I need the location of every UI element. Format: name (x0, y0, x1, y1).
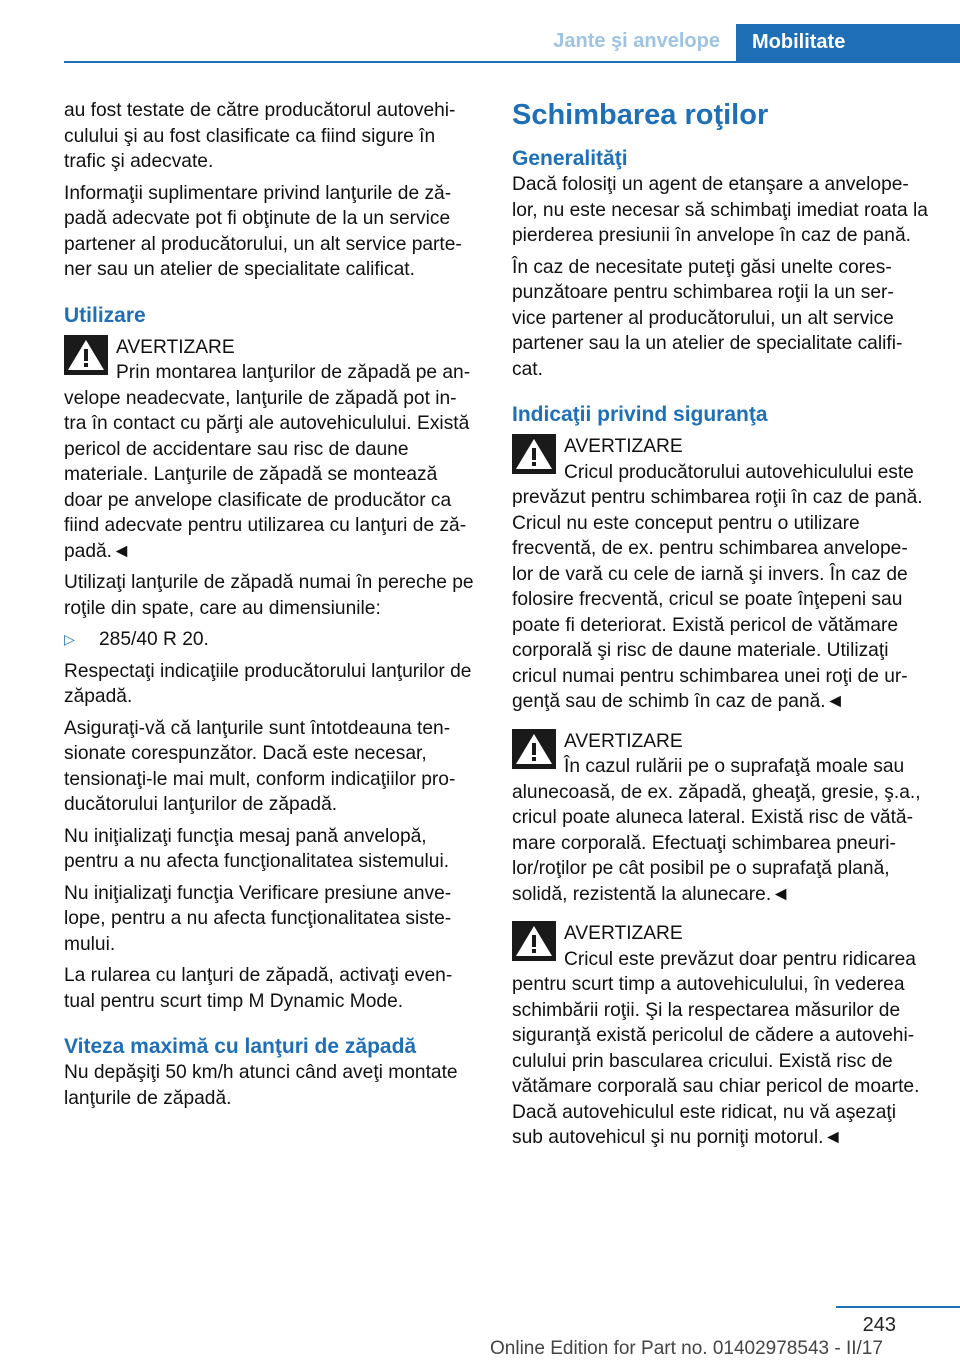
warning-block (512, 729, 928, 908)
paragraph: Informaţii suplimentare privind lanţurile de ză‐ padă adecvate pot fi obţinute de la un service partener al producătorului, un alt service parte‐ ner sau un atelier de specialitate calificat. (64, 182, 462, 280)
heading-safety: Indicaţii privind siguranţa (512, 403, 768, 426)
paragraph: au fost testate de către producătorul autovehi‐ culului şi au fost clasificate ca fiind sigure în trafic şi adecvate. (64, 100, 456, 172)
warning-title: AVERTIZARE (116, 336, 235, 358)
warning-icon (512, 921, 556, 961)
paragraph: Respectaţi indicaţiile producătorului lanţurilor de zăpadă. (64, 660, 472, 707)
heading-utilizare: Utilizare (64, 303, 146, 327)
paragraph: La rularea cu lanţuri de zăpadă, activaţi even‐ tual pentru scurt timp M Dynamic Mode. (64, 965, 453, 1012)
paragraph: Asiguraţi-vă că lanţurile sunt întotdeauna ten‐ sionate corespunzător. Dacă este necesar, tensionaţi-le mai mult, conform indicaţiilor pro‐ ducătorului lanţurilor de zăpadă. (64, 717, 456, 815)
warning-title: AVERTIZARE (564, 923, 683, 944)
left-column (64, 98, 476, 1117)
page-header (0, 24, 960, 62)
paragraph: Nu iniţializaţi funcţia mesaj pană anvelopă, pentru a nu afecta funcţionalitatea sistemului. (64, 825, 450, 872)
warning-title: AVERTIZARE (564, 730, 683, 752)
paragraph: Nu depăşiţi 50 km/h atunci când aveţi montate lanţurile de zăpadă. (64, 1062, 458, 1109)
warning-text: În cazul rulării pe o suprafaţă moale sau alunecoasă, de ex. zăpadă, gheaţă, gresie, ş.a., cricul poate aluneca lateral. Există risc de vătă‐ mare corporală. Efectuaţi schimbarea pneuri‐ lor/roţilor pe cât posibil pe o suprafaţă plană, solidă, rezistentă la alunecare.◄ (512, 756, 921, 905)
page-number: 243 (862, 1314, 896, 1336)
heading-general: Generalităţi (512, 147, 628, 170)
warning-icon (512, 729, 556, 769)
edition-note: Online Edition for Part no. 01402978543 - II/17 (490, 1338, 883, 1359)
header-rule (64, 61, 960, 63)
warning-text: Cricul producătorului autovehiculului este prevăzut pentru schimbarea roţii în caz de pană. Cricul nu este conceput pentru o utilizare frecventă, de ex. pentru schimbarea anvelope‐ lor de vară cu cele de iarnă şi invers. În caz de folosire frecventă, cricul se poate înţepeni sau poate fi deteriorat. Există pericol de vătămare corporală şi risc de daune materiale. Utilizaţi cricul numai pentru schimbarea unei roţi de ur‐ genţă sau de schimb în caz de pană.◄ (512, 461, 923, 712)
warning-text: Cricul este prevăzut doar pentru ridicarea pentru scurt timp a autovehiculului, în vederea schimbării roţii. Şi la respectarea măsurilor de siguranţă există pericolul de cădere a autovehi‐ culului prin bascularea cricului. Există risc de vătămare corporală sau chiar pericol de moarte. Dacă autovehiculul este ridicat, nu vă aşezaţi sub autovehicul şi nu porniţi motorul.◄ (512, 948, 920, 1148)
list-item-text: 285/40 R 20. (99, 629, 209, 650)
header-section-title: Jante şi anvelope (553, 30, 720, 52)
list-item (64, 627, 476, 653)
bullet-triangle-icon: ▷ (64, 631, 75, 647)
warning-block (512, 434, 928, 715)
paragraph: În caz de necesitate puteţi găsi unelte cores‐ punzătoare pentru schimbarea roţii la un ser‐ vice partener al producătorului, un alt service partener sau la un atelier de specialitate califi‐ cat. (512, 256, 903, 380)
warning-block (64, 335, 476, 565)
warning-text: Prin montarea lanţurilor de zăpadă pe an‐ velope neadecvate, lanţurile de zăpadă pot in‐ tra în contact cu părţi ale autovehiculului. Există pericol de accidentare sau risc de daune materiale. Lanţurile de zăpadă se montează doar pe anvelope clasificate de producător ca fiind adecvate pentru utilizarea cu lanţuri de ză‐ padă.◄ (64, 362, 471, 562)
warning-icon (64, 335, 108, 375)
header-chapter-tab: Mobilitate (736, 24, 960, 62)
footer-rule (836, 1306, 960, 1308)
heading-max-speed: Viteza maximă cu lanţuri de zăpadă (64, 1035, 417, 1058)
warning-block (512, 921, 928, 1151)
warning-title: AVERTIZARE (564, 436, 683, 457)
paragraph: Dacă folosiţi un agent de etanşare a anvelope‐ lor, nu este necesar să schimbaţi imediat roata la pierderea presiunii în anvelope în caz de pană. (512, 174, 928, 246)
paragraph: Nu iniţializaţi funcţia Verificare presiune anve‐ lope, pentru a nu afecta funcţionalitatea siste‐ mului. (64, 882, 452, 955)
warning-icon (512, 434, 556, 474)
heading-wheel-change: Schimbarea roţilor (512, 99, 769, 131)
paragraph: Utilizaţi lanţurile de zăpadă numai în pereche pe roţile din spate, care au dimensiunile: (64, 572, 474, 619)
right-column (512, 98, 928, 1157)
